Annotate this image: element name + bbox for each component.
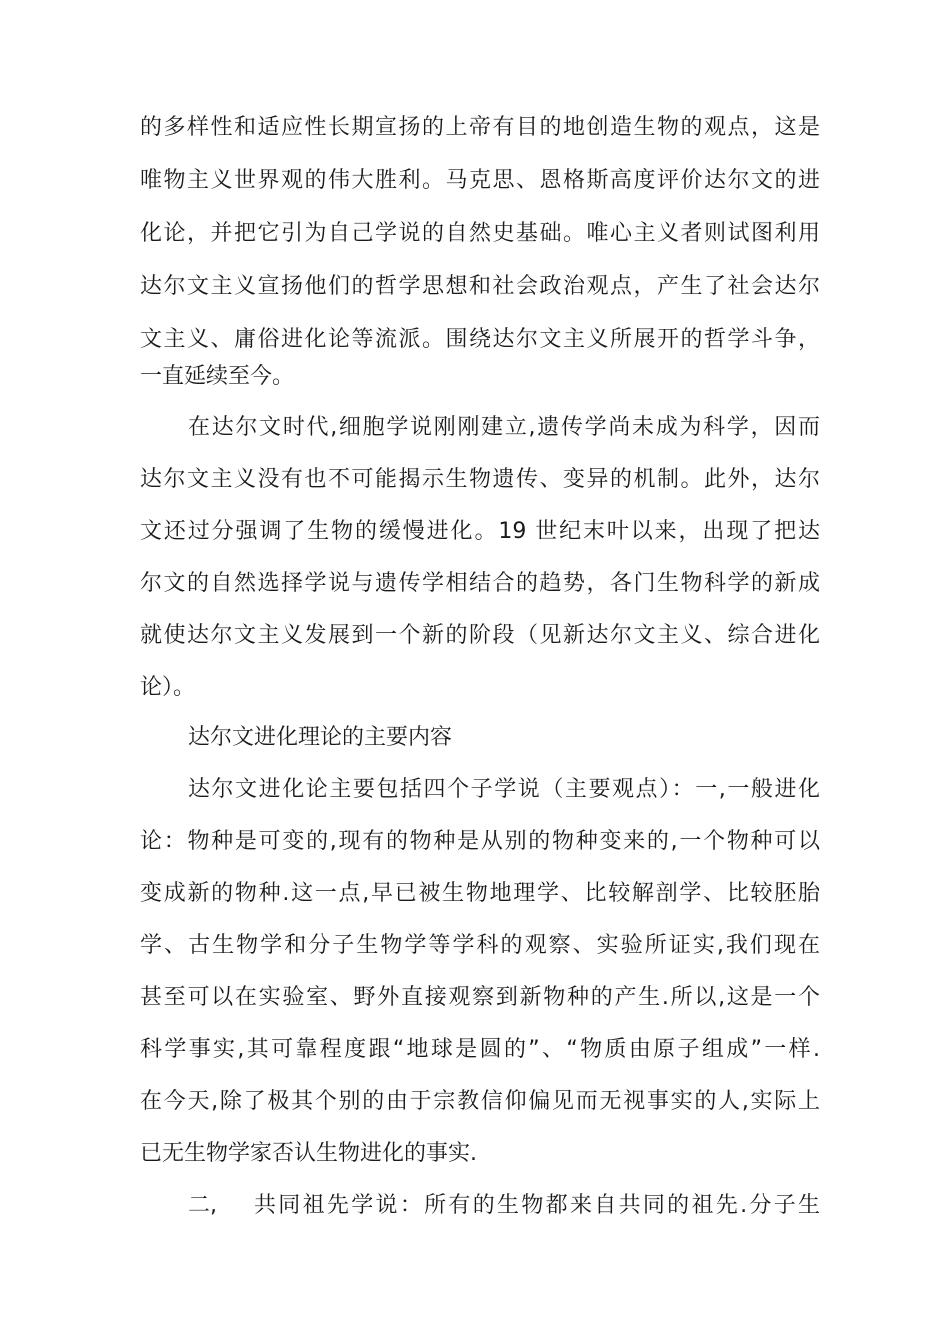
paragraph-line: 就使达尔文主义发展到一个新的阶段（见新达尔文主义、综合进化 xyxy=(140,623,820,648)
paragraph-line: 论：物种是可变的,现有的物种是从别的物种变来的,一个物种可以 xyxy=(140,829,820,854)
paragraph-line: 已无生物学家否认生物进化的事实. xyxy=(140,1141,477,1166)
paragraph-line: 在达尔文时代,细胞学说刚刚建立,遗传学尚未成为科学，因而 xyxy=(188,415,820,440)
paragraph-line: 科学事实,其可靠程度跟“地球是圆的”、“物质由原子组成”一样. xyxy=(140,1037,820,1062)
section-text: 共同祖先学说：所有的生物都来自共同的祖先.分子生 xyxy=(254,1193,820,1218)
paragraph-line: 尔文的自然选择学说与遗传学相结合的趋势，各门生物科学的新成 xyxy=(140,571,820,596)
paragraph-line: 的多样性和适应性长期宣扬的上帝有目的地创造生物的观点，这是 xyxy=(140,115,820,140)
paragraph-line: 论）。 xyxy=(140,675,196,700)
paragraph-line: 学、古生物学和分子生物学等学科的观察、实验所证实,我们现在 xyxy=(140,933,820,958)
paragraph-line: 达尔文进化论主要包括四个子学说（主要观点）：一,一般进化 xyxy=(188,777,820,802)
section-number: 二, xyxy=(188,1193,217,1218)
section-heading: 达尔文进化理论的主要内容 xyxy=(188,725,453,750)
paragraph-line: 达尔文主义没有也不可能揭示生物遗传、变异的机制。此外，达尔 xyxy=(140,467,820,492)
paragraph-line: 达尔文主义宣扬他们的哲学思想和社会政治观点，产生了社会达尔 xyxy=(140,274,820,299)
paragraph-line: 一直延续至今。 xyxy=(140,364,295,389)
paragraph-line: 文主义、庸俗进化论等流派。围绕达尔文主义所展开的哲学斗争， xyxy=(140,327,820,352)
paragraph-line: 甚至可以在实验室、野外直接观察到新物种的产生.所以,这是一个 xyxy=(140,985,820,1010)
paragraph-line: 唯物主义世界观的伟大胜利。马克思、恩格斯高度评价达尔文的进 xyxy=(140,168,820,193)
paragraph-line: 化论，并把它引为自己学说的自然史基础。唯心主义者则试图利用 xyxy=(140,221,820,246)
paragraph-line: 变成新的物种.这一点,早已被生物地理学、比较解剖学、比较胚胎 xyxy=(140,881,820,906)
paragraph-line: 在今天,除了极其个别的由于宗教信仰偏见而无视事实的人,实际上 xyxy=(140,1089,820,1114)
paragraph-line: 文还过分强调了生物的缓慢进化。19 世纪末叶以来，出现了把达 xyxy=(140,519,820,544)
